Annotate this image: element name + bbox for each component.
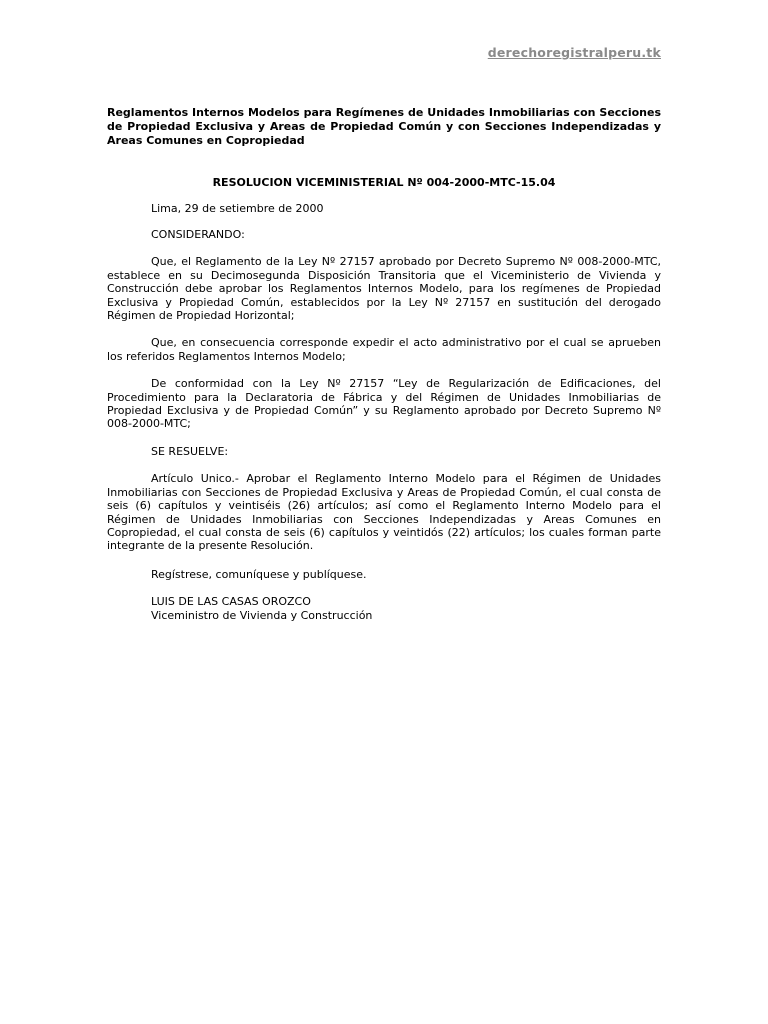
resolution-heading: RESOLUCION VICEMINISTERIAL Nº 004-2000-MTC-15.04 (212, 175, 556, 189)
document-title: Reglamentos Internos Modelos para Regímenes de Unidades Inmobiliarias con Secciones de Propiedad Exclusiva y Areas de Propiedad Común y con Secciones Independizadas y Areas Comunes en Copropiedad (107, 106, 661, 148)
paragraph-3: De conformidad con la Ley Nº 27157 “Ley de Regularización de Edificaciones, del Procedimiento para la Declaratoria de Fábrica y del Régimen de Unidades Inmobiliarias de Propiedad Exclusiva y de Propiedad Común” y su Reglamento aprobado por Decreto Supremo Nº 008-2000-MTC; (107, 377, 661, 431)
site-link[interactable]: derechoregistralperu.tk (487, 45, 661, 60)
signer-name: LUIS DE LAS CASAS OROZCO (151, 595, 311, 609)
signer-title: Viceministro de Vivienda y Construcción (151, 608, 373, 622)
articulo-unico: Artículo Unico.- Aprobar el Reglamento Interno Modelo para el Régimen de Unidades Inmobiliarias con Secciones de Propiedad Exclusiva y Areas de Propiedad Común, el cual consta de seis (6) capítulos y veintiséis (26) artículos; así como el Reglamento Interno Modelo para el Régimen de Unidades Inmobiliarias con Secciones Independizadas y Areas Comunes en Copropiedad, el cual consta de seis (6) capítulos y veintidós (22) artículos; los cuales forman parte integrante de la presente Resolución. (107, 472, 661, 553)
document-body (107, 106, 661, 622)
se-resuelve-heading: SE RESUELVE: (151, 444, 229, 458)
paragraph-2: Que, en consecuencia corresponde expedir el acto administrativo por el cual se aprueben los referidos Reglamentos Internos Modelo; (107, 336, 661, 363)
paragraph-1: Que, el Reglamento de la Ley Nº 27157 aprobado por Decreto Supremo Nº 008-2000-MTC, establece en su Decimosegunda Disposición Transitoria que el Viceministerio de Vivienda y Construcción debe aprobar los Reglamentos Internos Modelo, para los regímenes de Propiedad Exclusiva y Propiedad Común, establecidos por la Ley Nº 27157 en sustitución del derogado Régimen de Propiedad Horizontal; (107, 255, 661, 323)
closing-line: Regístrese, comuníquese y publíquese. (151, 567, 367, 581)
considerando-heading: CONSIDERANDO: (151, 228, 245, 242)
place-date: Lima, 29 de setiembre de 2000 (151, 201, 324, 215)
